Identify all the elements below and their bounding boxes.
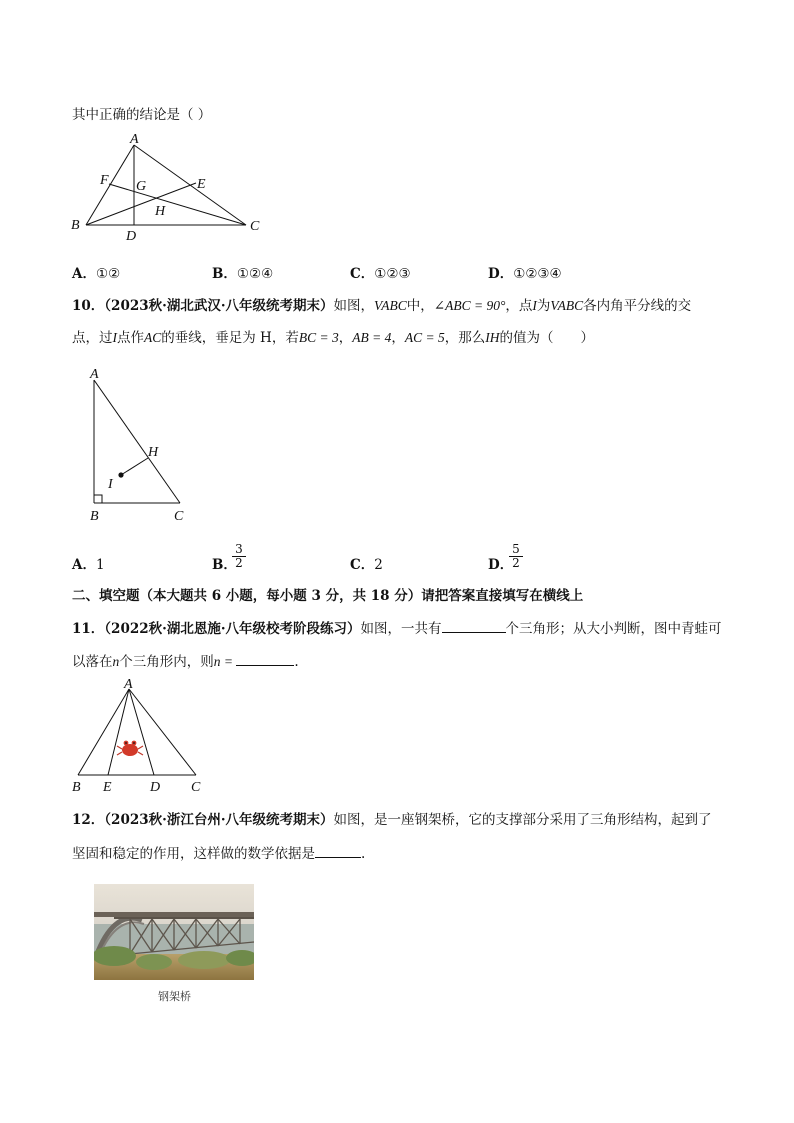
q9-triangle-figure	[66, 132, 266, 247]
q9-option-b[interactable]: B．①②④	[212, 266, 274, 282]
q11-line2: 以落在n个三角形内，则n = .	[72, 654, 299, 670]
q12-line2: 坚固和稳定的作用，这样做的数学依据是 .	[72, 846, 366, 862]
q12-blank[interactable]	[315, 845, 361, 858]
frog-icon	[117, 741, 143, 756]
q12-line1: 12．（2023秋·浙江台州·八年级统考期末）如图，是一座钢架桥，它的支撑部分采用了三角形结构，起到了	[72, 812, 712, 828]
q9-option-a[interactable]: A．①②	[72, 266, 121, 282]
q11-label-d: D	[150, 780, 161, 795]
q9-label-g: G	[136, 179, 147, 194]
intro-text: 其中正确的结论是（ ）	[72, 107, 212, 123]
q9-label-b: B	[71, 218, 80, 233]
q11-label-b: B	[72, 780, 81, 795]
q10-option-d-fraction: $\frac{5}{2}$	[509, 543, 523, 570]
q9-label-h: H	[155, 204, 166, 219]
q11-label-c: C	[191, 780, 201, 795]
q11-line1: 11．（2022秋·湖北恩施·八年级校考阶段练习）如图，一共有 个三角形；从大小判断，图中青蛙可	[72, 621, 722, 637]
q10-line2: 点，过I点作AC的垂线，垂足为 H，若BC = 3，AB = 4，AC = 5，那么IH的值为（ ）	[72, 330, 594, 346]
q9-label-d: D	[126, 229, 137, 244]
q9-option-c[interactable]: C．①②③	[350, 266, 411, 282]
q10-option-d[interactable]: D．	[488, 557, 514, 573]
bridge-caption: 钢架桥	[158, 990, 191, 1003]
q10-label-h: H	[148, 445, 159, 460]
q11-triangle-figure	[66, 676, 216, 796]
q11-label-e: E	[103, 780, 112, 795]
q10-label-a: A	[90, 367, 99, 382]
q10-option-a[interactable]: A．1	[72, 557, 105, 573]
q10-option-c[interactable]: C．2	[350, 557, 383, 573]
q9-label-e: E	[197, 177, 206, 192]
q9-option-d[interactable]: D．①②③④	[488, 266, 562, 282]
section-heading: 二、填空题（本大题共 6 小题，每小题 3 分，共 18 分）请把答案直接填写在横线上	[72, 588, 584, 604]
q11-blank-2[interactable]	[236, 653, 294, 666]
q9-label-a: A	[130, 132, 139, 147]
q10-option-b[interactable]: B．	[212, 557, 237, 573]
steel-bridge-photo	[94, 884, 254, 980]
q11-label-a: A	[124, 677, 133, 692]
q10-label-b: B	[90, 509, 99, 524]
q10-label-c: C	[174, 509, 184, 524]
q9-label-f: F	[100, 173, 109, 188]
q10-label-i: I	[108, 477, 113, 492]
q10-right-triangle-figure	[80, 362, 200, 527]
q10-line1: 10．（2023秋·湖北武汉·八年级统考期末）如图，VABC中，∠ABC = 90°，点I为VABC各内角平分线的交	[72, 298, 692, 314]
q9-label-c: C	[250, 219, 260, 234]
q10-option-b-fraction: $\frac{3}{2}$	[232, 543, 246, 570]
q11-blank-1[interactable]	[442, 620, 506, 633]
